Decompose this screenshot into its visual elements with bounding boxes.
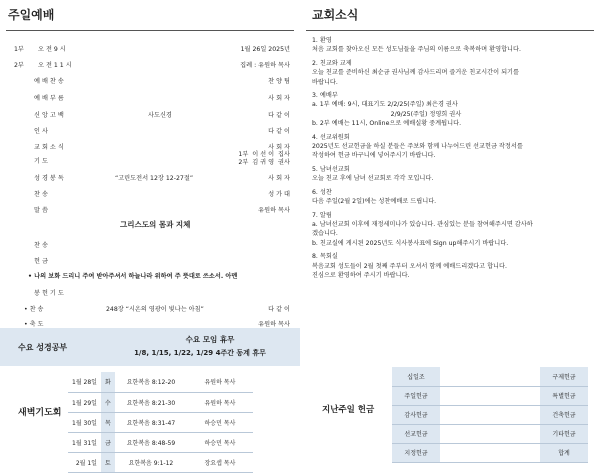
table-row: 1월 30일 목 요한복음 8:31-47 하승민 목사 [68, 412, 253, 432]
wednesday-study-box [0, 328, 300, 366]
dawn-prayer-table [68, 372, 253, 473]
wednesday-study-title: 수요 모임 휴무 [185, 335, 235, 344]
table-row: 1월 29일 수 요한복음 8:21-30 유원하 목사 [68, 392, 253, 412]
list-item: 3. 예배부 a. 1부 예배: 9시, 대표기도 2/2/25(주일) 최은경 권사 2/9/25(주일) 정영희 권사 b. 2부 예배는 11시, Online으로 예배실황 중계됩니다. [312, 92, 462, 128]
list-item: 2. 친교와 교제 오늘 친교를 준비하신 최순금 권사님께 감사드리며 즐거운 친교시간이 되기를 바랍니다. [312, 59, 520, 86]
list-item: 7. 알림 a. 남녀선교회 이후에 재정세미나가 있습니다. 관심있는 분들 참여해주시면 감사하 겠습니다. b. 친교실에 게시된 2025년도 식사봉사표에 Sign up해주시기 바랍니다. [312, 211, 533, 247]
sunday-worship-title: 주일예배 [8, 8, 55, 22]
wednesday-study-label: 수요 성경공부 [18, 343, 68, 352]
table-row: 1월 28일 화 요한복음 8:12-20 유원하 목사 [68, 372, 253, 392]
dawn-prayer-title: 새벽기도회 [18, 408, 62, 418]
divider [6, 30, 294, 31]
church-news-section [300, 0, 600, 24]
table-row: 주일헌금 특별헌금 [392, 386, 588, 405]
table-row: 십일조 구제헌금 [392, 367, 588, 386]
church-news-title: 교회소식 [312, 8, 359, 22]
offering-table [392, 367, 588, 463]
table-row: 지정헌금 합계 [392, 443, 588, 462]
list-item: 5. 남녀선교회 오늘 친교 후에 남녀 선교회로 각각 모입니다. [312, 165, 434, 183]
news-list [312, 36, 533, 280]
divider [306, 30, 594, 31]
table-row: 선교헌금 기타헌금 [392, 424, 588, 443]
list-item: 4. 선교위원회 2025년도 선교헌금을 하실 분들은 주보와 함께 나누어드린 선교헌금 작정서를 작성하여 헌금 바구니에 넣어주시기 바랍니다. [312, 133, 523, 160]
wednesday-study-dates: 1/8, 1/15, 1/22, 1/29 4주간 동계 휴무 [134, 349, 266, 357]
offering-title: 지난주일 헌금 [322, 405, 375, 415]
list-item: 6. 성찬 다음 주일(2월 2일)에는 성찬예배로 드립니다. [312, 188, 437, 206]
order-row: 기 도 1부 이 선 이 집사 2부 김 귀 영 권사 [34, 151, 290, 166]
table-row: 2월 1일 토 요한복음 9:1-12 장요셉 목사 [68, 452, 253, 472]
table-row: 1월 31일 금 요한복음 8:48-59 하승민 목사 [68, 432, 253, 452]
offering-hymn-text: • 나의 보화 드리니 주여 받아주셔서 하늘나라 위하여 주 뜻대로 쓰소서. 아멘 [28, 273, 238, 280]
sunday-worship-section [0, 0, 300, 24]
list-item: 1. 환영 처음 교회를 찾아오신 모든 성도님들을 주님의 이름으로 축복하며 환영합니다. [312, 37, 521, 54]
sermon-title: 그리스도의 몸과 지체 [120, 220, 191, 229]
list-item: 8. 목회실 복음교회 성도들이 2월 첫째 주부터 오셔서 함께 예배드리겠다고 합니다. 진심으로 환영하여 주시기 바랍니다. [312, 253, 507, 279]
table-row: 감사헌금 건축헌금 [392, 405, 588, 424]
